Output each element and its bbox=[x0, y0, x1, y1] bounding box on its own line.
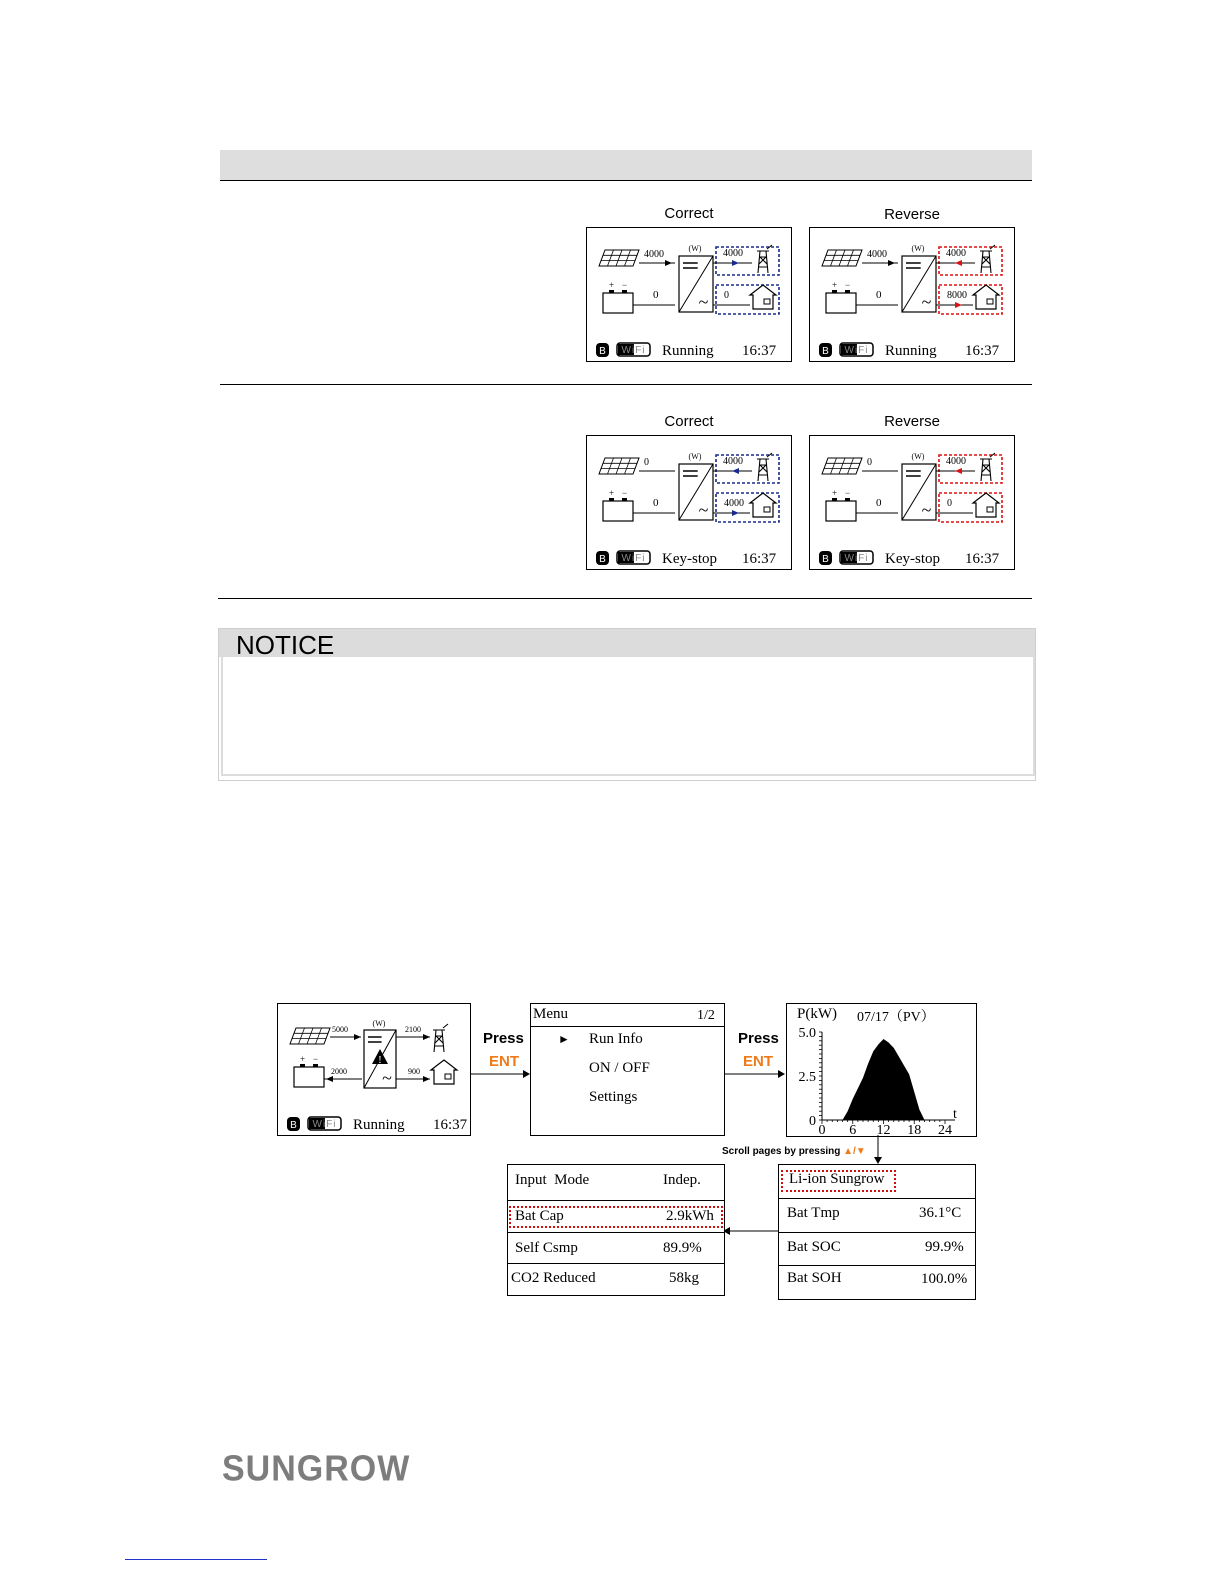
svg-text:+: + bbox=[609, 488, 615, 498]
press-label: Press bbox=[738, 1030, 779, 1047]
notice-title: NOTICE bbox=[236, 630, 335, 660]
panel-caption: Reverse bbox=[884, 206, 940, 223]
inverter-icon bbox=[679, 256, 713, 312]
unit-label: (W) bbox=[688, 244, 702, 253]
house-icon bbox=[750, 493, 776, 517]
svg-text:~: ~ bbox=[698, 500, 709, 520]
load-power: 900 bbox=[408, 1067, 420, 1076]
battery-status-letter: B bbox=[599, 554, 606, 565]
unit-label: (W) bbox=[911, 452, 925, 461]
svg-text:~: ~ bbox=[698, 292, 709, 312]
co2-label: CO2 Reduced bbox=[511, 1270, 596, 1286]
grid-tower-icon bbox=[757, 453, 772, 481]
lcd-panel bbox=[586, 435, 792, 570]
x-axis-label: t bbox=[953, 1107, 957, 1122]
status-bar bbox=[287, 1117, 468, 1133]
bat-soh-value: 100.0% bbox=[921, 1271, 968, 1287]
pv-power: 5000 bbox=[332, 1025, 348, 1034]
svg-text:~: ~ bbox=[382, 1068, 392, 1088]
row-divider bbox=[779, 1198, 975, 1199]
self-csmp-value: 89.9% bbox=[663, 1240, 702, 1256]
bat-cap-value: 2.9kWh bbox=[666, 1208, 714, 1224]
svg-text:~: ~ bbox=[921, 292, 932, 312]
status-time: 16:37 bbox=[742, 343, 777, 359]
house-icon bbox=[973, 285, 999, 309]
ent-key-label: ENT bbox=[743, 1053, 773, 1070]
y-tick-label: 0 bbox=[809, 1114, 816, 1129]
solar-panel-icon bbox=[290, 1028, 330, 1044]
x-tick-label: 12 bbox=[876, 1123, 891, 1136]
solar-panel-icon bbox=[822, 458, 862, 474]
battery-status-letter: B bbox=[822, 554, 829, 565]
battery-icon bbox=[294, 1054, 324, 1087]
house-icon bbox=[431, 1060, 457, 1084]
ent-key-label: ENT bbox=[489, 1053, 519, 1070]
battery-power: 0 bbox=[653, 289, 659, 301]
grid-tower-icon bbox=[980, 453, 995, 481]
row-divider bbox=[218, 598, 1032, 599]
pv-power: 0 bbox=[644, 457, 649, 468]
x-tick-label: 6 bbox=[849, 1123, 857, 1136]
panel-caption: Correct bbox=[664, 205, 714, 222]
load-power: 0 bbox=[947, 498, 952, 509]
row-divider bbox=[508, 1232, 724, 1233]
battery-power: 0 bbox=[653, 497, 659, 509]
unit-label: (W) bbox=[372, 1019, 386, 1028]
svg-text:+: + bbox=[832, 280, 838, 290]
battery-status-letter: B bbox=[290, 1120, 297, 1131]
row-divider bbox=[779, 1265, 975, 1266]
pv-chart-screen bbox=[786, 1003, 977, 1137]
status-text: Running bbox=[662, 343, 714, 359]
scroll-hint-text: Scroll pages by pressing bbox=[722, 1146, 841, 1157]
status-time: 16:37 bbox=[742, 551, 777, 567]
grid-power: 4000 bbox=[723, 456, 743, 467]
battery-info-screen bbox=[778, 1164, 976, 1300]
battery-status-letter: B bbox=[822, 346, 829, 357]
bat-soc-value: 99.9% bbox=[925, 1239, 964, 1255]
battery-icon bbox=[826, 280, 856, 313]
arrow-right-icon bbox=[723, 1069, 785, 1079]
input-mode-value: Indep. bbox=[663, 1172, 701, 1188]
pv-power: 0 bbox=[867, 457, 872, 468]
menu-title-divider bbox=[531, 1026, 724, 1027]
status-bar bbox=[596, 551, 777, 567]
svg-text:+: + bbox=[832, 488, 838, 498]
menu-title: Menu bbox=[533, 1006, 568, 1022]
pv-power: 4000 bbox=[867, 249, 887, 260]
status-bar bbox=[596, 343, 777, 359]
wifi-label: WiFi bbox=[621, 553, 646, 564]
energy-info-screen bbox=[507, 1164, 725, 1296]
pv-area-series bbox=[843, 1039, 925, 1120]
scroll-arrows-icon: ▲/▼ bbox=[843, 1146, 866, 1157]
status-time: 16:37 bbox=[965, 551, 1000, 567]
unit-label: (W) bbox=[688, 452, 702, 461]
bat-tmp-value: 36.1°C bbox=[919, 1205, 962, 1221]
x-tick-label: 18 bbox=[907, 1123, 922, 1136]
load-power: 4000 bbox=[724, 498, 744, 509]
grid-power: 4000 bbox=[946, 456, 966, 467]
panel-caption: Correct bbox=[664, 413, 714, 430]
grid-power: 4000 bbox=[946, 248, 966, 259]
house-icon bbox=[973, 493, 999, 517]
svg-text:−: − bbox=[845, 488, 851, 498]
grid-power: 2100 bbox=[405, 1025, 421, 1034]
pv-chart bbox=[787, 1004, 976, 1136]
svg-text:!: ! bbox=[378, 1054, 382, 1066]
svg-text:~: ~ bbox=[921, 500, 932, 520]
footer-link-line bbox=[125, 1559, 267, 1560]
grid-tower-icon bbox=[980, 245, 995, 273]
grid-tower-icon bbox=[757, 245, 772, 273]
svg-text:−: − bbox=[845, 280, 851, 290]
arrow-left-icon bbox=[722, 1226, 780, 1236]
notice-box bbox=[218, 628, 1036, 781]
menu-item-settings[interactable]: Settings bbox=[589, 1089, 638, 1105]
table-header-bar bbox=[220, 150, 1032, 181]
battery-status-letter: B bbox=[599, 346, 606, 357]
wifi-label: WiFi bbox=[621, 345, 646, 356]
status-text: Key-stop bbox=[662, 551, 717, 567]
chart-title: 07/17（PV） bbox=[857, 1010, 935, 1025]
load-power: 8000 bbox=[947, 290, 967, 301]
wifi-label: WiFi bbox=[312, 1119, 337, 1130]
input-mode-label: Input Mode bbox=[515, 1172, 590, 1188]
inverter-icon bbox=[902, 256, 936, 312]
grid-tower-icon bbox=[433, 1024, 448, 1052]
battery-type: Li-ion Sungrow bbox=[789, 1171, 885, 1187]
battery-power: 0 bbox=[876, 289, 882, 301]
y-tick-label: 5.0 bbox=[798, 1026, 816, 1041]
inverter-icon bbox=[902, 464, 936, 520]
status-bar bbox=[819, 343, 1000, 359]
row-divider bbox=[508, 1200, 724, 1201]
bat-tmp-label: Bat Tmp bbox=[787, 1205, 840, 1221]
battery-icon bbox=[826, 488, 856, 521]
solar-panel-icon bbox=[599, 458, 639, 474]
panel-caption: Reverse bbox=[884, 413, 940, 430]
status-text: Running bbox=[353, 1117, 405, 1133]
battery-power: 0 bbox=[876, 497, 882, 509]
x-tick-label: 0 bbox=[818, 1123, 826, 1136]
solar-panel-icon bbox=[822, 250, 862, 266]
notice-body bbox=[221, 657, 1035, 776]
bat-soc-label: Bat SOC bbox=[787, 1239, 841, 1255]
x-tick-label: 24 bbox=[938, 1123, 952, 1136]
menu-page: 1/2 bbox=[697, 1008, 715, 1023]
row-divider bbox=[508, 1263, 724, 1264]
y-tick-label: 2.5 bbox=[798, 1070, 816, 1085]
sungrow-logo: SUNGROW bbox=[222, 1449, 411, 1489]
row-divider bbox=[779, 1232, 975, 1233]
self-csmp-label: Self Csmp bbox=[515, 1240, 578, 1256]
battery-power: 2000 bbox=[331, 1067, 347, 1076]
battery-icon bbox=[603, 280, 633, 313]
svg-text:+: + bbox=[300, 1054, 306, 1064]
status-bar bbox=[819, 551, 1000, 567]
lcd-panel bbox=[809, 435, 1015, 570]
unit-label: (W) bbox=[911, 244, 925, 253]
inverter-icon bbox=[364, 1030, 396, 1088]
wifi-label: WiFi bbox=[844, 345, 869, 356]
wifi-label: WiFi bbox=[844, 553, 869, 564]
bat-soh-label: Bat SOH bbox=[787, 1270, 842, 1286]
status-text: Running bbox=[885, 343, 937, 359]
menu-cursor-icon: ► bbox=[558, 1032, 570, 1046]
grid-power: 4000 bbox=[723, 248, 743, 259]
status-text: Key-stop bbox=[885, 551, 940, 567]
arrow-down-icon bbox=[873, 1135, 883, 1165]
y-axis-label: P(kW) bbox=[797, 1006, 837, 1022]
bat-cap-label: Bat Cap bbox=[515, 1208, 564, 1224]
menu-screen bbox=[530, 1003, 725, 1136]
lcd-panel bbox=[586, 227, 792, 362]
row-divider bbox=[220, 384, 1032, 385]
battery-icon bbox=[603, 488, 633, 521]
solar-panel-icon bbox=[599, 250, 639, 266]
menu-item-on-off[interactable]: ON / OFF bbox=[589, 1060, 650, 1076]
svg-text:−: − bbox=[313, 1054, 319, 1064]
scroll-hint bbox=[722, 1146, 866, 1157]
lcd-panel bbox=[809, 227, 1015, 362]
status-time: 16:37 bbox=[433, 1117, 468, 1133]
notice-header bbox=[219, 629, 1035, 657]
arrow-right-icon bbox=[469, 1069, 531, 1079]
co2-value: 58kg bbox=[669, 1270, 699, 1286]
svg-text:−: − bbox=[622, 488, 628, 498]
status-time: 16:37 bbox=[965, 343, 1000, 359]
main-screen bbox=[277, 1003, 471, 1136]
menu-item-run-info[interactable]: Run Info bbox=[589, 1031, 643, 1047]
house-icon bbox=[750, 285, 776, 309]
svg-text:+: + bbox=[609, 280, 615, 290]
pv-power: 4000 bbox=[644, 249, 664, 260]
inverter-icon bbox=[679, 464, 713, 520]
press-label: Press bbox=[483, 1030, 524, 1047]
svg-text:−: − bbox=[622, 280, 628, 290]
load-power: 0 bbox=[724, 290, 729, 301]
